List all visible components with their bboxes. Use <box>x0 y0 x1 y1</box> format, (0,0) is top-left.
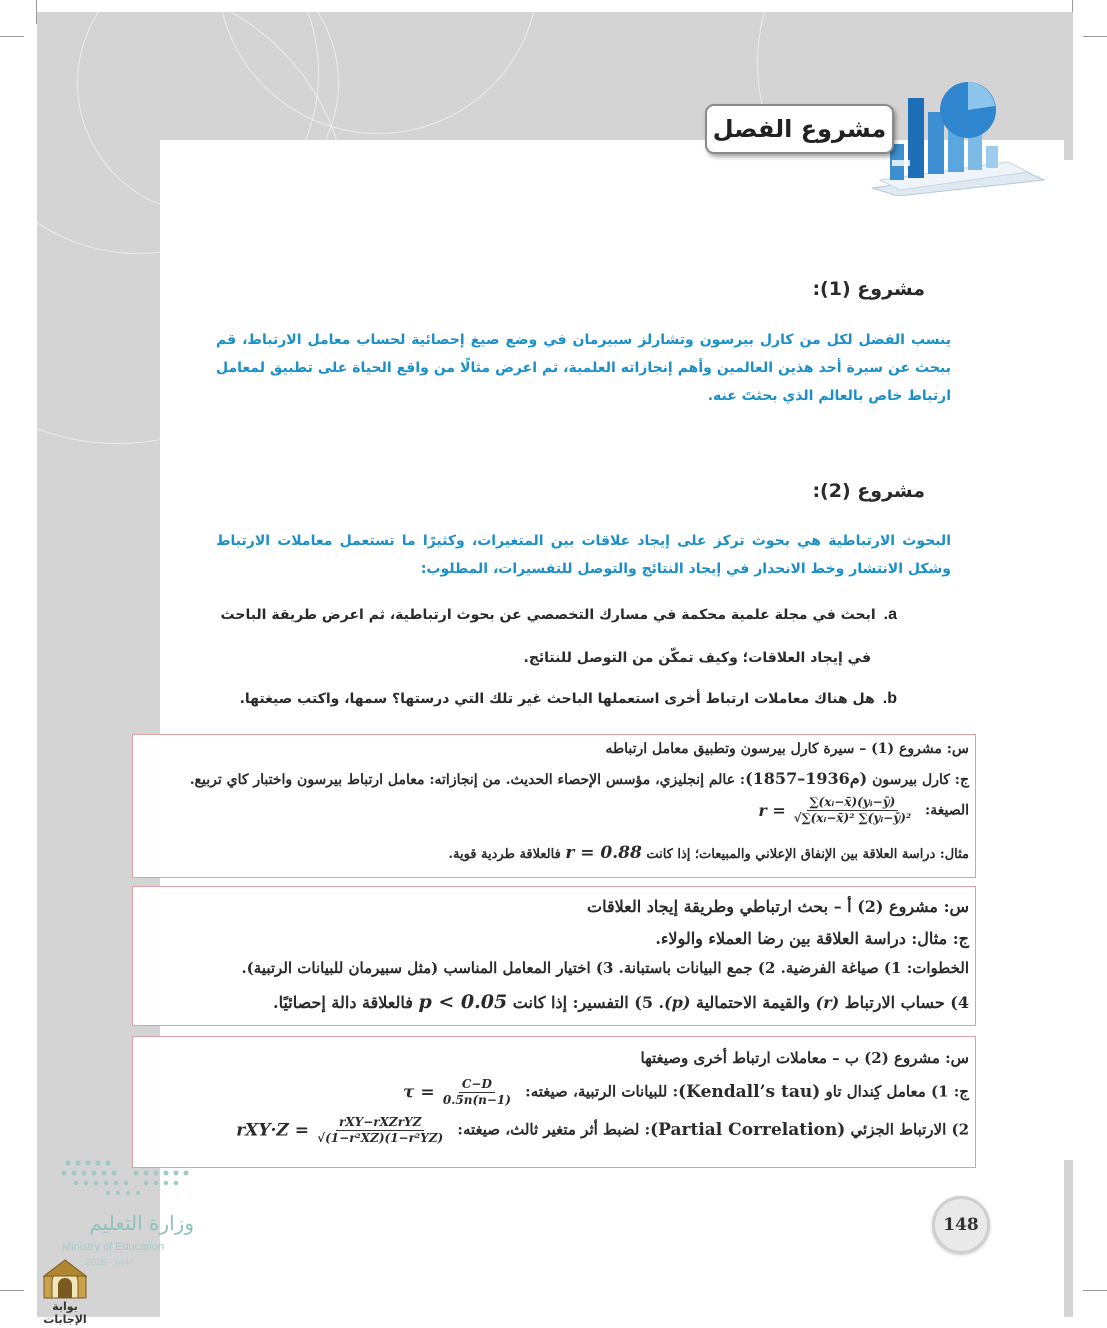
crop-mark <box>1083 1290 1107 1291</box>
project2-heading: مشروع (2): <box>812 480 925 502</box>
project1-heading: مشروع (1): <box>812 278 925 300</box>
formula-lhs: r = <box>758 801 786 820</box>
gate-icon <box>30 1258 100 1300</box>
answer1-bio: ج: كارل بيرسون (1857–1936م): عالم إنجليزي، مؤسس الإحصاء الحديث. من إنجازاته: معامل ارتباط بيرسون واختبار كاي تربيع. <box>189 769 969 788</box>
pearson-numerator: ∑(xᵢ−x̄)(yᵢ−ȳ) <box>807 795 899 811</box>
item-a-marker: a. <box>883 606 897 623</box>
item-b-text: هل هناك معاملات ارتباط أخرى استعملها الباحث غير تلك التي درستها؟ سمها، واكتب صيغتها. <box>239 691 875 707</box>
page-edge <box>1064 160 1073 1160</box>
answer2-p-value: p < 0.05 <box>418 991 508 1013</box>
bar-pie-chart-icon <box>868 76 1048 196</box>
answer3-kendall: ج: 1) معامل كِندال تاو (Kendall’s tau): للبيانات الرتبية، صيغته: τ = $\frac{C-D}{0.5n(n-1)}$ <box>403 1077 969 1107</box>
project2-item-a <box>221 606 897 624</box>
answer2-steps-2: 4) حساب الارتباط (r) والقيمة الاحتمالية (p). 5) التفسير: إذا كانت p < 0.05 فالعلاقة دالة إحصائيًا. <box>273 991 969 1013</box>
answer2-example: ج: مثال: دراسة العلاقة بين رضا العملاء والولاء. <box>655 929 969 948</box>
project2-text: البحوث الارتباطية هي بحوث تركز على إيجاد علاقات بين المتغيرات، وكثيرًا ما تستعمل معاملات الارتباط وشكل الانتشار وخط الانحدار في إيجاد النتائج والتوصل للتفسيرات، المطلوب: <box>216 533 951 577</box>
answer1-question: س: مشروع (1) – سيرة كارل بيرسون وتطبيق معامل ارتباطه <box>605 741 969 757</box>
answer1-example-math: r = 0.88 <box>565 843 642 863</box>
answer1-years: (1857–1936م) <box>745 769 868 788</box>
answer-box-3 <box>132 1036 976 1168</box>
chapter-title: مشروع الفصل <box>705 104 894 154</box>
answer1-formula: الصيغة: r = $\frac{\text{∑(xᵢ−x̄)(yᵢ−ȳ)}}{\text{√∑(xᵢ−x̄)² ∑(yᵢ−ȳ)²}}$ <box>758 795 969 825</box>
crop-mark <box>0 36 24 37</box>
page-number: 148 <box>932 1196 990 1254</box>
ministry-year: 2025 - 1447 <box>86 1257 135 1267</box>
answer1-example: مثال: دراسة العلاقة بين الإنفاق الإعلاني والمبيعات؛ إذا كانت r = 0.88 فالعلاقة طردية قوية. <box>448 843 969 863</box>
project1-text: ينسب الفضل لكل من كارل بيرسون وتشارلز سبيرمان في وضع صيغ إحصائية لحساب معامل الارتباط، قم ببحث عن سيرة أحد هذين العالمين وأهم إنجازاته العلمية، ثم اعرض مثالًا من واقع الحياة على تطبيق لمعامل ارتباط خاص بالعالم الذي بحثتَ عنه. <box>216 332 951 404</box>
watermark-text: بوابة الإجابات <box>43 1300 87 1326</box>
ministry-name-ar: وزارة التعليم <box>89 1211 194 1235</box>
answer3-partial: 2) الارتباط الجزئي (Partial Correlation): لضبط أثر متغير ثالث، صيغته: rXY·Z = $\frac{\text{rXY−rXZrYZ}}{\text{√(1−r²XZ)(1−r²YZ)}}$ <box>236 1115 969 1145</box>
project2-item-a-line2: في إيجاد العلاقات؛ وكيف تمكّن من التوصل للنتائج. <box>523 650 871 666</box>
item-b-marker: b. <box>882 690 897 707</box>
answer3-question: س: مشروع (2) ب – معاملات ارتباط أخرى وصيغتها <box>640 1049 969 1067</box>
answer2-steps-1: الخطوات: 1) صياغة الفرضية. 2) جمع البيانات باستبانة. 3) اختيار المعامل المناسب (مثل سبيرمان للبيانات الرتبية). <box>241 959 969 977</box>
project2-item-b <box>240 690 897 708</box>
partial-fraction: $\frac{\text{rXY−rXZrYZ}}{\text{√(1−r²XZ)(1−r²YZ)}}$ <box>317 1115 444 1145</box>
pearson-denominator: √∑(xᵢ−x̄)² ∑(yᵢ−ȳ)² <box>793 811 912 825</box>
kendall-fraction: $\frac{C-D}{0.5n(n-1)}$ <box>442 1077 511 1107</box>
crop-mark <box>0 1290 24 1291</box>
crop-mark <box>1083 36 1107 37</box>
answers-gate-watermark <box>30 1258 100 1326</box>
item-a-text: ابحث في مجلة علمية محكمة في مسارك التخصصي عن بحوث ارتباطية، ثم اعرض طريقة الباحث <box>220 607 876 623</box>
answer-box-2 <box>132 886 976 1026</box>
ministry-name-en: Ministry of Education <box>62 1241 165 1253</box>
ministry-logo <box>56 1155 206 1275</box>
answer2-question: س: مشروع (2) أ – بحث ارتباطي وطريقة إيجاد العلاقات <box>587 897 969 916</box>
pearson-fraction <box>791 795 914 826</box>
answer-box-1 <box>132 734 976 878</box>
